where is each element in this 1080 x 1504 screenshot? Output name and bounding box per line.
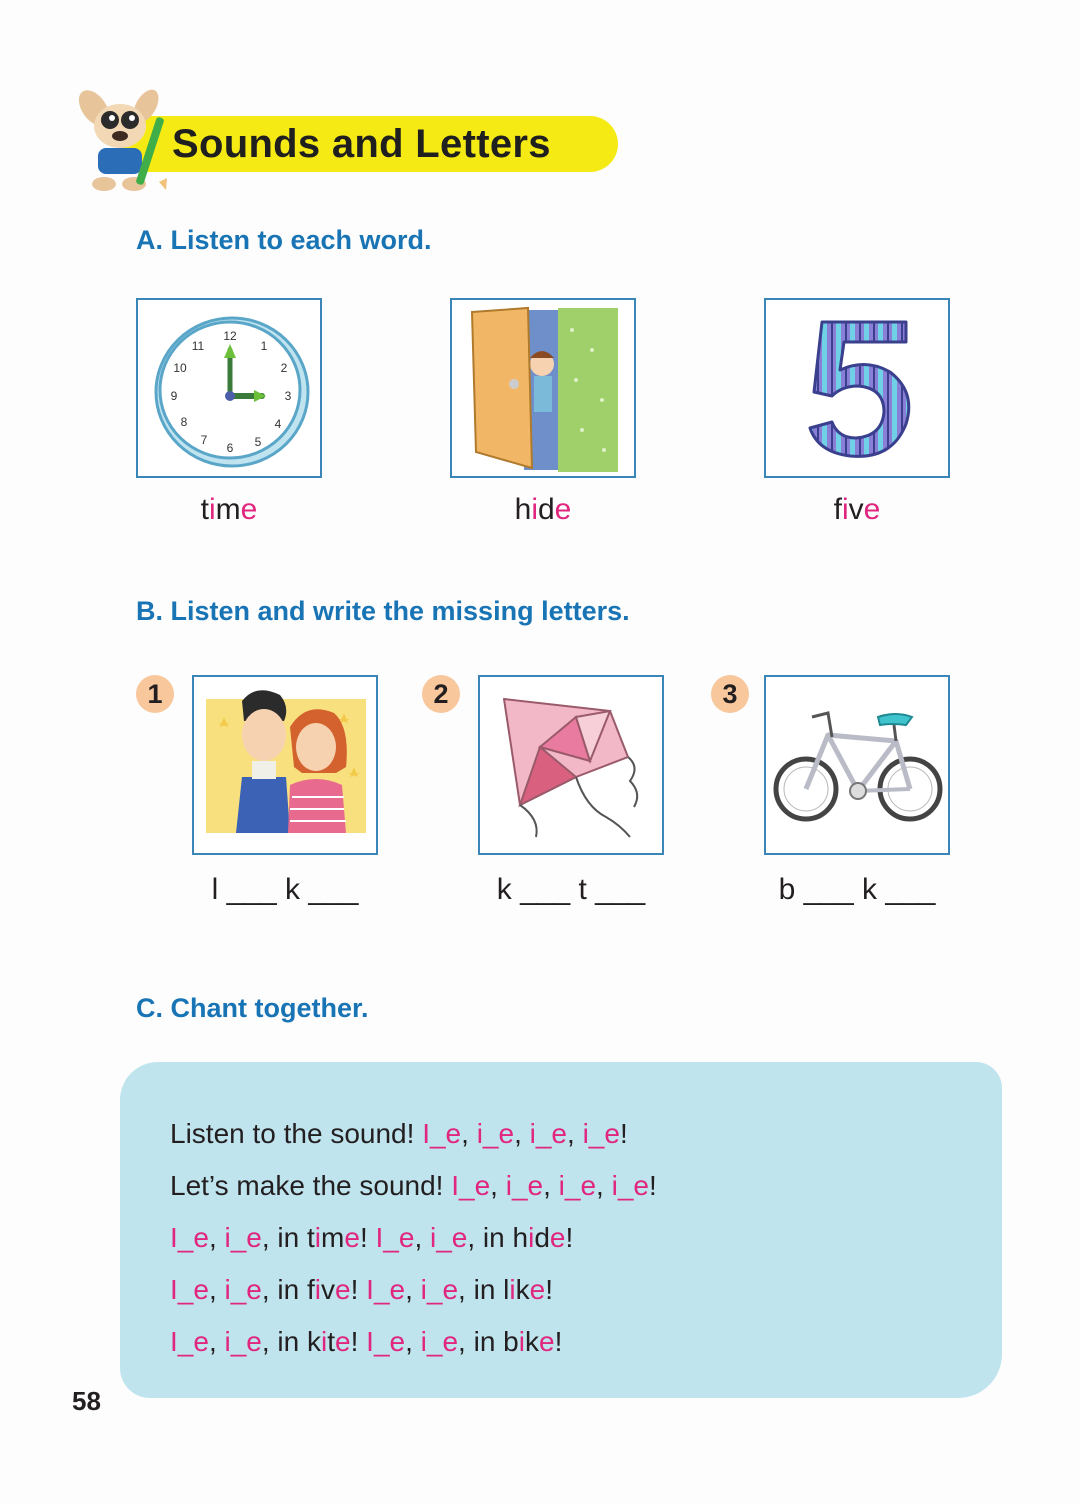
svg-text:3: 3 <box>284 389 292 403</box>
chant-highlight: I_e <box>366 1274 406 1305</box>
chant-line <box>170 1212 657 1264</box>
chant-highlight: i_e <box>505 1170 544 1201</box>
fill-blank-3[interactable]: b ___ k ___ <box>778 873 936 906</box>
chant-highlight: i <box>528 1222 535 1253</box>
chant-text-segment: , <box>567 1118 583 1149</box>
svg-text:4: 4 <box>274 417 282 431</box>
word-time: time <box>200 493 258 526</box>
picture-bike <box>764 675 950 855</box>
chant-text-segment: , <box>405 1274 421 1305</box>
svg-text:6: 6 <box>226 441 234 455</box>
fill-blank-1[interactable]: l ___ k ___ <box>211 873 359 906</box>
chant-text-segment: , in k <box>261 1326 322 1357</box>
item-number-badge: 3 <box>711 675 749 713</box>
chant-text-segment: ! <box>350 1326 367 1357</box>
chant-text-segment: , in f <box>261 1274 315 1305</box>
chant-highlight: e <box>344 1222 360 1253</box>
chant-highlight: i_e <box>529 1118 567 1149</box>
chant-text-segment: , <box>461 1118 477 1149</box>
item-number-badge: 1 <box>136 675 174 713</box>
svg-text:9: 9 <box>170 389 178 403</box>
chant-line <box>170 1108 657 1160</box>
chant-highlight: i_e <box>224 1326 262 1357</box>
page-title: Sounds and Letters <box>172 122 551 166</box>
chant-text-segment: m <box>321 1222 345 1253</box>
chant-text-segment: Let’s make the sound! <box>170 1170 452 1201</box>
chant-text-segment: v <box>321 1274 336 1305</box>
chant-highlight: i_e <box>420 1274 459 1305</box>
chant-highlight: i <box>321 1326 328 1357</box>
door-icon <box>452 300 634 476</box>
chant-text-segment: ! <box>545 1274 553 1305</box>
chant-text-segment: k <box>524 1326 539 1357</box>
chant-highlight: i <box>314 1274 322 1305</box>
clock-icon <box>138 300 320 476</box>
chant-highlight: i <box>518 1326 525 1357</box>
chant-highlight: i_e <box>582 1118 620 1149</box>
chant-highlight: i_e <box>558 1170 597 1201</box>
picture-like <box>192 675 378 855</box>
number-five-icon <box>766 300 948 476</box>
chant-text-segment: Listen to the sound! <box>170 1118 423 1149</box>
chant-text-segment: ! <box>359 1222 376 1253</box>
chant-highlight: I_e <box>170 1222 209 1253</box>
word-hide: hide <box>514 493 572 526</box>
chant-highlight: I_e <box>170 1274 209 1305</box>
chant-highlight: I_e <box>170 1326 209 1357</box>
chant-highlight: I_e <box>451 1170 491 1201</box>
chant-line <box>170 1160 657 1212</box>
chant-text-segment: , <box>405 1326 421 1357</box>
svg-text:1: 1 <box>260 339 268 353</box>
kite-icon <box>480 677 662 853</box>
svg-text:10: 10 <box>173 361 187 375</box>
chant-highlight: i <box>314 1222 322 1253</box>
chant-text-segment: t <box>327 1326 336 1357</box>
chant-highlight: e <box>529 1274 546 1305</box>
chant-highlight: i_e <box>430 1222 468 1253</box>
svg-text:2: 2 <box>280 361 288 375</box>
svg-text:11: 11 <box>191 339 205 353</box>
chant-highlight: i <box>509 1274 516 1305</box>
chant-highlight: i_e <box>224 1274 262 1305</box>
chant-line <box>170 1316 657 1368</box>
chant-text-segment: ! <box>350 1274 367 1305</box>
chant-text-segment: , <box>208 1222 225 1253</box>
chant-text-segment: ! <box>565 1222 574 1253</box>
chant-text-segment: , <box>414 1222 430 1253</box>
chant-text-segment: , <box>514 1118 530 1149</box>
chant-highlight: e <box>335 1326 351 1357</box>
chant-text-segment: ! <box>554 1326 563 1357</box>
chant-highlight: e <box>538 1326 555 1357</box>
section-a-heading: A. Listen to each word. <box>136 225 432 255</box>
chant-highlight: I_e <box>422 1118 462 1149</box>
chant-text-segment: k <box>515 1274 530 1305</box>
word-five: five <box>833 493 881 526</box>
chant-highlight: I_e <box>375 1222 415 1253</box>
svg-text:8: 8 <box>180 415 188 429</box>
dog-mascot-icon <box>72 86 172 194</box>
section-b-heading: B. Listen and write the missing letters. <box>136 596 630 626</box>
bicycle-icon <box>766 677 948 853</box>
chant-text-segment: ! <box>619 1118 628 1149</box>
chant-highlight: i_e <box>224 1222 262 1253</box>
chant-highlight: e <box>549 1222 566 1253</box>
picture-time <box>136 298 322 478</box>
chant-text-segment: , in h <box>467 1222 529 1253</box>
chant-text-segment: , <box>596 1170 612 1201</box>
chant-text-segment: , <box>208 1326 225 1357</box>
chant-highlight: I_e <box>366 1326 406 1357</box>
chant-highlight: i_e <box>476 1118 515 1149</box>
svg-text:5: 5 <box>254 435 262 449</box>
chant-text-segment: , <box>543 1170 559 1201</box>
chant-text-segment: , in t <box>261 1222 315 1253</box>
chant-highlight: i_e <box>420 1326 459 1357</box>
chant-text <box>170 1108 657 1368</box>
fill-blank-2[interactable]: k ___ t ___ <box>496 873 646 906</box>
chant-highlight: i_e <box>611 1170 649 1201</box>
chant-text-segment: , in l <box>458 1274 510 1305</box>
chant-text-segment: , <box>208 1274 225 1305</box>
chant-highlight: e <box>335 1274 351 1305</box>
svg-text:7: 7 <box>200 433 208 447</box>
chant-line <box>170 1264 657 1316</box>
chant-text-segment: d <box>534 1222 550 1253</box>
picture-kite <box>478 675 664 855</box>
item-number-badge: 2 <box>422 675 460 713</box>
svg-text:12: 12 <box>223 329 237 343</box>
boy-and-girl-icon <box>194 677 376 853</box>
picture-five <box>764 298 950 478</box>
section-c-heading: C. Chant together. <box>136 993 369 1023</box>
chant-text-segment: ! <box>648 1170 657 1201</box>
chant-text-segment: , in b <box>458 1326 519 1357</box>
page-number: 58 <box>72 1386 101 1416</box>
picture-hide <box>450 298 636 478</box>
chant-text-segment: , <box>490 1170 506 1201</box>
